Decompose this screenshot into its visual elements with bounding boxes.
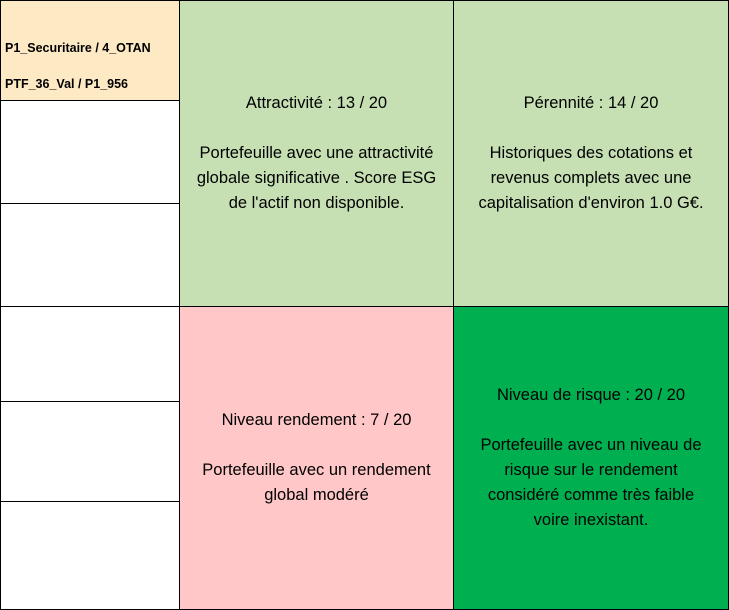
perennite-title: Pérennité : 14 / 20 bbox=[523, 94, 659, 112]
perennite-description: Historiques des cotations et revenus complets avec une capitalisation d'environ 1.0 G€. bbox=[478, 144, 704, 212]
empty-cell-5 bbox=[0, 501, 180, 610]
empty-cell-3 bbox=[0, 306, 180, 402]
rendement-title: Niveau rendement : 7 / 20 bbox=[221, 411, 412, 429]
risque-cell bbox=[453, 306, 729, 610]
portfolio-header-cell bbox=[0, 0, 180, 101]
risque-description: Portefeuille avec un niveau de risque sur le rendement considéré comme très faible voire inexistant. bbox=[480, 436, 702, 529]
empty-cell-4 bbox=[0, 401, 180, 502]
perennite-cell bbox=[453, 0, 729, 307]
attractivite-description: Portefeuille avec une attractivité globale significative . Score ESG de l'actif non disponible. bbox=[196, 144, 437, 212]
attractivite-title: Attractivité : 13 / 20 bbox=[245, 94, 388, 112]
rendement-description: Portefeuille avec un rendement global modéré bbox=[202, 461, 431, 504]
empty-cell-1 bbox=[0, 100, 180, 204]
header-line-1: P1_Securitaire / 4_OTAN bbox=[5, 41, 151, 55]
risque-title: Niveau de risque : 20 / 20 bbox=[496, 386, 686, 404]
rendement-cell bbox=[179, 306, 454, 610]
attractivite-cell bbox=[179, 0, 454, 307]
empty-cell-2 bbox=[0, 203, 180, 307]
header-line-2: PTF_36_Val / P1_956 bbox=[5, 77, 129, 91]
